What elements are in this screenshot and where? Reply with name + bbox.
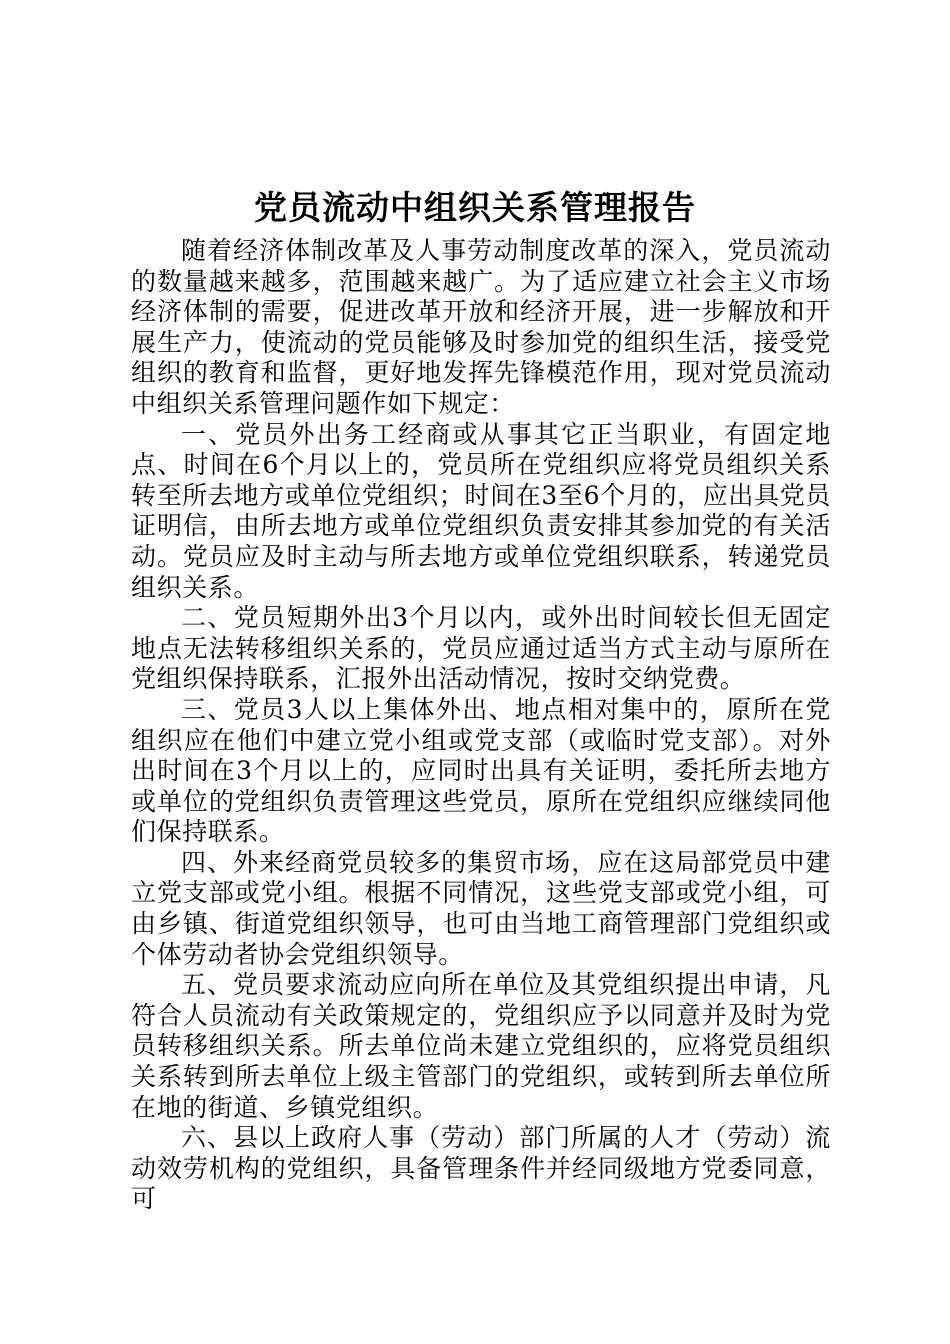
paragraph-rule-1: 一、党员外出务工经商或从事其它正当职业，有固定地点、时间在6个月以上的，党员所在党组织应将党员组织关系转至所去地方或单位党组织；时间在3至6个月的，应出具党员证明信，由所去地方或单位党组织负责安排其参加党的有关活动。党员应及时主动与所去地方或单位党组织联系，转递党员组织关系。 bbox=[131, 419, 831, 602]
paragraph-rule-3: 三、党员3人以上集体外出、地点相对集中的，原所在党组织应在他们中建立党小组或党支部（或临时党支部）。对外出时间在3个月以上的，应同时出具有关证明，委托所去地方或单位的党组织负责管理这些党员，原所在党组织应继续同他们保持联系。 bbox=[131, 694, 831, 847]
paragraph-intro: 随着经济体制改革及人事劳动制度改革的深入，党员流动的数量越来越多，范围越来越广。为了适应建立社会主义市场经济体制的需要，促进改革开放和经济开展，进一步解放和开展生产力，使流动的党员能够及时参加党的组织生活，接受党组织的教育和监督，更好地发挥先锋模范作用，现对党员流动中组织关系管理问题作如下规定： bbox=[131, 236, 831, 418]
paragraph-rule-5: 五、党员要求流动应向所在单位及其党组织提出申请，凡符合人员流动有关政策规定的，党组织应予以同意并及时为党员转移组织关系。所去单位尚未建立党组织的，应将党员组织关系转到所去单位上级主管部门的党组织，或转到所去单位所在地的街道、乡镇党组织。 bbox=[131, 970, 831, 1122]
paragraph-rule-6: 六、县以上政府人事（劳动）部门所属的人才（劳动）流动效劳机构的党组织，具备管理条件并经同级地方党委同意，可 bbox=[131, 1123, 831, 1214]
document-body bbox=[131, 236, 831, 1215]
document-title: 党员流动中组织关系管理报告 bbox=[254, 188, 696, 227]
paragraph-rule-2: 二、党员短期外出3个月以内，或外出时间较长但无固定地点无法转移组织关系的，党员应通过适当方式主动与原所在党组织保持联系，汇报外出活动情况，按时交纳党费。 bbox=[131, 603, 831, 694]
paragraph-rule-4: 四、外来经商党员较多的集贸市场，应在这局部党员中建立党支部或党小组。根据不同情况，这些党支部或党小组，可由乡镇、街道党组织领导，也可由当地工商管理部门党组织或个体劳动者协会党组织领导。 bbox=[131, 847, 831, 969]
